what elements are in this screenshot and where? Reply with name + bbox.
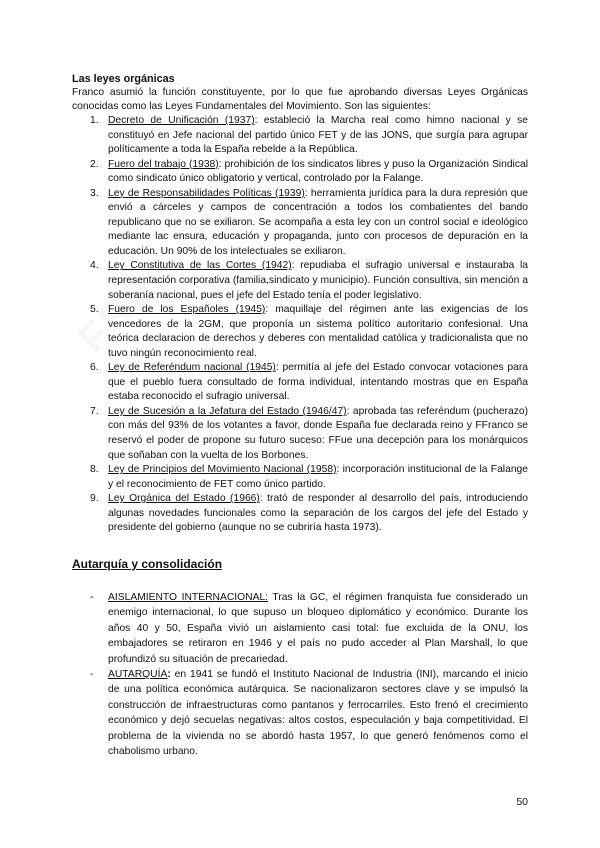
law-title: Ley de Responsabilidades Políticas (1939) <box>108 187 305 199</box>
section-leyes-organicas <box>72 72 528 536</box>
law-title: Ley de Referéndum nacional (1945) <box>108 362 276 374</box>
law-title: Fuero del trabajo (1938) <box>108 158 219 170</box>
list-number: 1. <box>90 115 99 126</box>
list-item <box>72 158 528 187</box>
list-number: 8. <box>90 464 99 476</box>
list-number: 9. <box>90 493 99 505</box>
section-autarquia <box>72 556 528 759</box>
list-item <box>72 463 528 492</box>
list-number: 5. <box>90 304 99 316</box>
law-title: Ley Constitutiva de las Cortes (1942) <box>108 260 292 272</box>
list-number: 2. <box>90 158 99 170</box>
law-title: Ley de Principios del Movimiento Nacional (1958) <box>108 464 337 476</box>
bullet-text: en 1941 se fundó el Instituto Nacional de Industria (INI), marcando el inicio de una política económica autárquica. Se nacionalizaron sectores clave y se impulsó la construcción de infraestructuras como pantanos y ferrocarriles. Esto frenó el crecimiento económico y dejó secuelas negativas: altos costos, especulación y baja competitividad. El problema de la vivienda no se abordó hasta 1957, lo que generó fenómenos como el chabolismo urbano. <box>108 669 528 758</box>
list-number: 6. <box>90 362 99 374</box>
bullet-list <box>72 590 528 759</box>
law-title: Fuero de los Españoles (1945) <box>108 304 266 316</box>
law-text: : permitía al jefe del Estado convocar votaciones para que el pueblo fuera consultado de forma individual, intentando mostras que en España estaba reconocido el sufragio universal. <box>108 362 528 403</box>
bullet-text: Tras la GC, el régimen franquista fue considerado un enemigo internacional, lo que supuso un bloqueo diplomático y económico. Durante los años 40 y 50, España vivió un aislamiento casi total: fue excluida de la ONU, los embajadores se retiraron en 1946 y el país no pudo acceder al Plan Marshall, lo que profundizó su situación de precariedad. <box>108 592 528 665</box>
section-heading: Autarquía y consolidación <box>72 557 223 571</box>
law-text: : aprobada tas referéndum (pucherazo) con más del 93% de los votantes a favor, donde España fue declarada reino y FFranco se reservó el poder de propone su futuro suceso: FFue una decepción para los monárquicos que soñaban con la vuelta de los Borbones. <box>108 405 529 461</box>
list-number: 7. <box>90 405 99 417</box>
law-title: Ley de Sucesión a la Jefatura del Estado (1946/47) <box>108 405 347 417</box>
page-number: 50 <box>516 796 528 808</box>
list-item <box>72 405 528 463</box>
bullet-title: AUTARQUÍA <box>108 669 168 681</box>
intro-paragraph: Franco asumió la función constituyente, por lo que fue aprobando diversas Leyes Orgánicas conocidas como las Leyes Fundamentales del Movimiento. Son las siguientes: <box>72 87 528 112</box>
law-text: : incorporación institucional de la Falange y el reconocimiento de FET como único partido. <box>108 464 529 490</box>
laws-list <box>72 114 528 536</box>
list-item <box>72 590 528 667</box>
bullet-colon: : <box>167 669 171 681</box>
law-text: : trató de responder al desarrollo del país, introduciendo algunas novedades funcionales como la separación de los cargos del jefe del Estado y presidente del gobierno (aunque no se cubriría hasta 1973). <box>108 493 528 534</box>
list-item <box>72 187 528 260</box>
law-text: : estableció la Marcha real como himno nacional y se constituyó en Jefe nacional del partido único FET y de las JONS, que surgía para agrupar políticamente a toda la España rebelde a la República. <box>108 115 528 156</box>
list-item <box>72 303 528 361</box>
law-title: Decreto de Unificación (1937) <box>108 115 255 126</box>
law-text: : maquillaje del régimen ante las exigencias de los vencedores de la 2GM, que proponía un sistema político autoritario confesional. Una teórica declaracion de derechos y deberes con mentalidad católica y tradicionalista que no tuvo ningún reconocimiento real. <box>108 304 529 359</box>
bullet-dash: - <box>90 592 94 603</box>
list-item <box>72 114 528 158</box>
bullet-title: AISLAMIENTO INTERNACIONAL: <box>108 592 269 603</box>
list-number: 3. <box>90 187 99 199</box>
law-text: : repudiaba el sufragio universal e instauraba la representación corporativa (familia,sindicato y municipio). Función consultiva, sin mención a soberanía nacional, pues el jefe del Estado tenía el poder legislativo. <box>108 260 528 301</box>
law-text: : prohibición de los sindicatos libres y puso la Organización Sindical como sindicato único obligatorio y vertical, controlado por la Falange. <box>108 158 528 185</box>
law-title: Ley Orgánica del Estado (1966) <box>108 493 260 505</box>
law-text: : herramienta jurídica para la dura represión que envió a cárceles y campos de concentración a todos los combatientes del bando republicano que no se exiliaron. Se acompaña a esta ley con un control social e ideológico mediante lac ensura, educación y propaganda, junto con procesos de depuración en la educación. Un 90% de los intelectuales se exiliaron. <box>108 187 528 257</box>
bullet-dash: - <box>90 669 94 681</box>
list-number: 4. <box>90 260 99 272</box>
list-item <box>72 361 528 405</box>
list-item <box>72 259 528 303</box>
list-item <box>72 667 528 759</box>
section-heading: Las leyes orgánicas <box>72 73 175 85</box>
list-item <box>72 492 528 536</box>
